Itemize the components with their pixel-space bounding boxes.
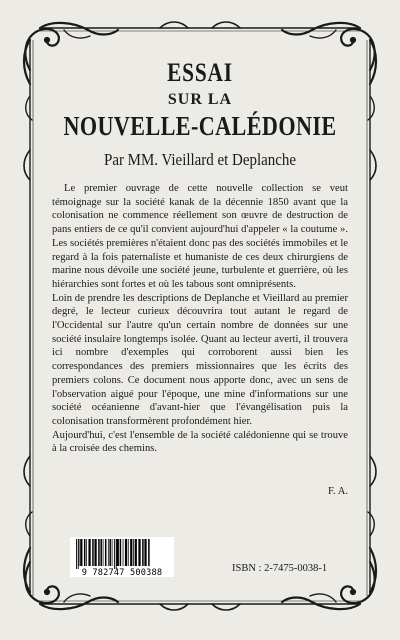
subtitle-small: SUR LA xyxy=(167,91,233,108)
barcode-bars xyxy=(74,539,170,569)
barcode xyxy=(70,537,174,577)
barcode-digits: 9 782747 500388 xyxy=(81,568,163,578)
paragraph-1: Le premier ouvrage de cette nouvelle collection se veut témoignage sur la société kanak de la décennie 1850 avant que la colonisation ne commence réellement son œuvre de destruction de pans entiers de ce qu'il convient aujourd'hui d'appeler « la coutume ». Les sociétés premières n'étaient donc pas des sociétés immobiles et le regard à la fois paternaliste et humaniste de ces deux chirurgiens de marine nous dévoile une société jeune, turbulente et guerrière, où les hiérarchies sont fortes et où les tabous sont omniprésents. xyxy=(52,183,348,290)
subtitle-big: NOUVELLE-CALÉDONIE xyxy=(63,111,337,141)
corner-ornament-bottom-right xyxy=(282,512,376,609)
byline: Par MM. Vieillard et Deplanche xyxy=(103,150,297,169)
paragraph-2: Loin de prendre les descriptions de Deplanche et Vieillard au premier degré, le lecteur curieux découvrira tout autant le regard de l'Occidental sur l'autre qu'un certain nombre de données sur une société insulaire longtemps isolée. Quant au lecteur averti, il trouvera ici nombre d'exemples qui corroborent aussi bien les correspondances des premiers missionnaires que les écrits des premiers colons. Ce document nous apporte donc, avec un sens de l'observation aigué pour l'époque, une mine d'informations sur une société océanienne d'avant-hier que l'évangélisation puis la colonisation transformèrent profondément hier. xyxy=(52,292,348,427)
isbn-number: ISBN : 2-7475-0038-1 xyxy=(232,563,328,574)
paragraph-3: Aujourd'hui, c'est l'ensemble de la société calédonienne qui se trouve à la croisée des chemins. xyxy=(52,429,348,455)
blurb-text xyxy=(52,182,348,456)
signature-initials: F. A. xyxy=(327,486,348,497)
title: ESSAI xyxy=(167,58,233,87)
